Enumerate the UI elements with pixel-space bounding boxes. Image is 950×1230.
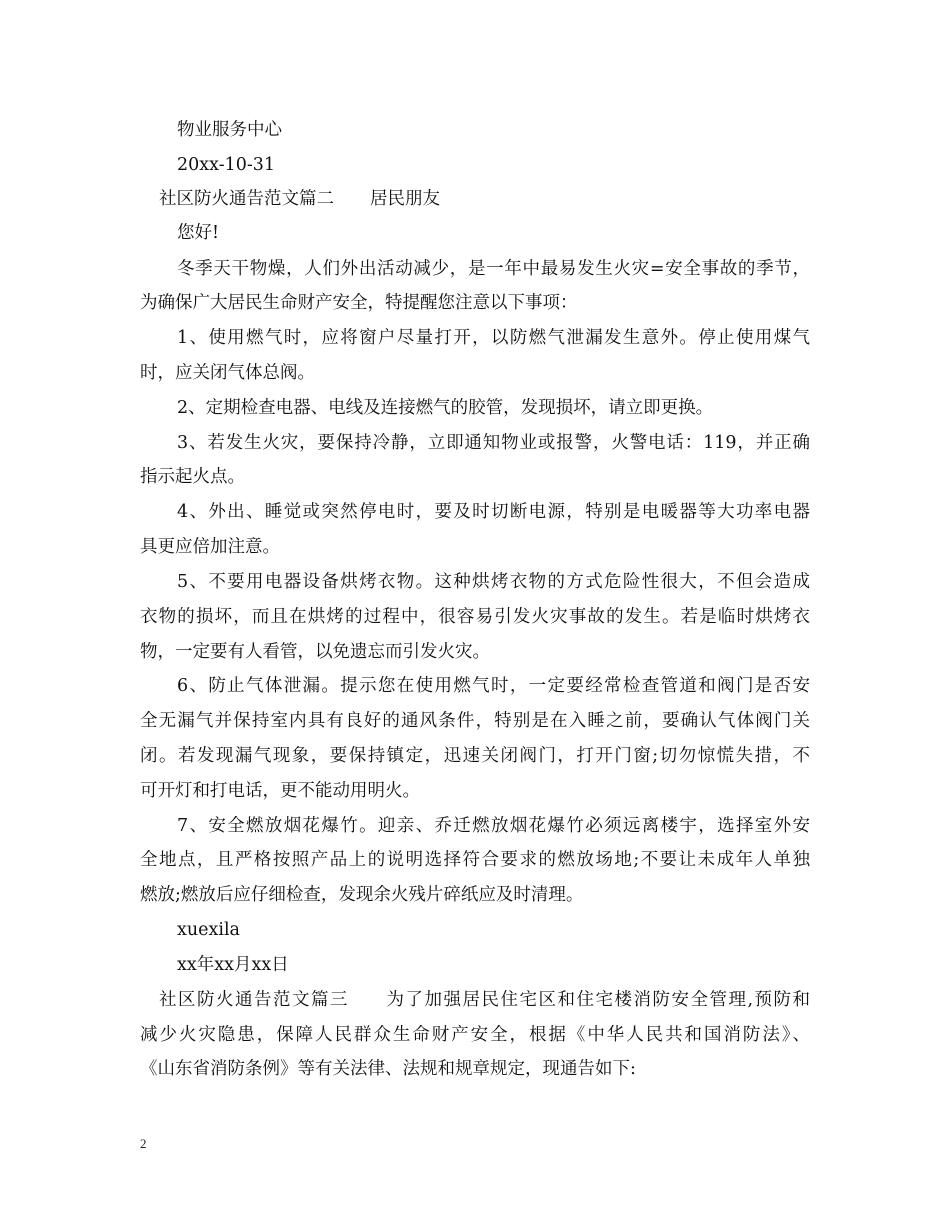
item-5-line: 5、不要用电器设备烘烤衣物。这种烘烤衣物的方式危险性很大，不但会造成 (177, 572, 810, 592)
item-3-line: 指示起火点。 (140, 467, 245, 487)
greeting: 您好! (177, 223, 220, 243)
item-1-line: 时，应关闭气体总阀。 (140, 363, 315, 383)
section-3-paragraph-line: 《山东省消防条例》等有关法律、法规和规章规定，现通告如下: (140, 1059, 636, 1079)
item-6-line: 全无漏气并保持室内具有良好的通风条件，特别是在入睡之前，要确认气体阀门关 (140, 711, 810, 731)
item-7-line: 燃放;燃放后应仔细检查，发现余火残片碎纸应及时清理。 (140, 885, 584, 905)
page-number: 2 (140, 1136, 147, 1151)
item-6-line: 6、防止气体泄漏。提示您在使用燃气时，一定要经常检查管道和阀门是否安 (177, 676, 810, 696)
section-3-heading-line (159, 989, 810, 1011)
section-2-heading: 社区防火通告范文篇二 (159, 189, 334, 209)
item-6-line: 闭。若发现漏气现象，要保持镇定，迅速关闭阀门，打开门窗;切勿惊慌失措，不 (140, 746, 810, 766)
signature-name: xuexila (177, 920, 240, 940)
intro-paragraph-line: 为确保广大居民生命财产安全，特提醒您注意以下事项： (140, 293, 578, 313)
item-6-line: 可开灯和打电话，更不能动用明火。 (140, 781, 420, 801)
item-5-line: 物，一定要有人看管，以免遗忘而引发火灾。 (140, 642, 490, 662)
section-3-paragraph-line: 减少火灾隐患，保障人民群众生命财产安全，根据《中华人民共和国消防法》、 (140, 1025, 810, 1045)
item-4-line: 4、外出、睡觉或突然停电时，要及时切断电源，特别是电暖器等大功率电器 (177, 502, 810, 522)
item-7-line: 全地点，且严格按照产品上的说明选择符合要求的燃放场地;不要让未成年人单独 (140, 850, 810, 870)
signature-date: xx年xx月xx日 (177, 955, 289, 975)
item-4-line: 具更应倍加注意。 (140, 537, 280, 557)
signature-date: 20xx-10-31 (177, 155, 276, 175)
item-1-line: 1、使用燃气时，应将窗户尽量打开，以防燃气泄漏发生意外。停止使用煤气 (177, 328, 810, 348)
item-7-line: 7、安全燃放烟花爆竹。迎亲、乔迁燃放烟花爆竹必须远离楼宇，选择室外安 (177, 816, 810, 836)
section-2-heading-line (159, 188, 440, 210)
section-3-heading: 社区防火通告范文篇三 (159, 990, 349, 1010)
section-2-addressee: 居民朋友 (370, 189, 440, 209)
item-2-line: 2、定期检查电器、电线及连接燃气的胶管，发现损坏，请立即更换。 (177, 398, 714, 418)
item-3-line: 3、若发生火灾，要保持冷静，立即通知物业或报警，火警电话：119，并正确 (177, 433, 810, 453)
signature-organization: 物业服务中心 (177, 120, 282, 140)
intro-paragraph-line: 冬季天干物燥，人们外出活动减少，是一年中最易发生火灾=安全事故的季节， (177, 259, 810, 279)
item-5-line: 衣物的损坏，而且在烘烤的过程中，很容易引发火灾事故的发生。若是临时烘烤衣 (140, 607, 810, 627)
section-3-paragraph-start: 为了加强居民住宅区和住宅楼消防安全管理,预防和 (384, 990, 811, 1010)
